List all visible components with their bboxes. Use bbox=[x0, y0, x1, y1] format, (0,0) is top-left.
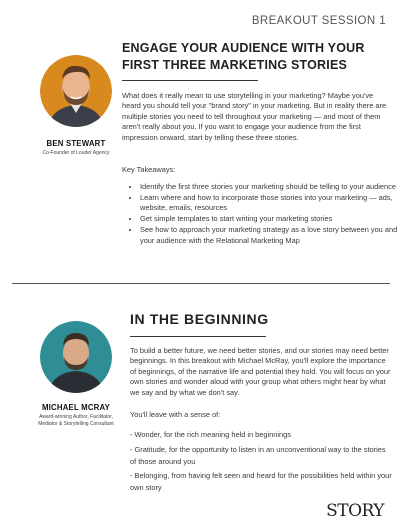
session2-title: IN THE BEGINNING bbox=[130, 311, 269, 327]
takeaways-list bbox=[128, 182, 400, 247]
list-item: • Learn where and how to incorporate those stories into your marketing — ads, website, emails, resources bbox=[140, 193, 400, 214]
speaker2-name: MICHAEL MCRAY bbox=[41, 403, 110, 412]
session2-intro: To build a better future, we need better stories, and our stories may need better beginnings. In this breakout with Michael McRay, you'll explore the importance of beginnings, of the narrative life and potential they hold. You will focus on your own stories and wonder aloud with your group what others might hear by what we say and by what we don't say. bbox=[130, 346, 391, 397]
speaker2-role-line1: Award-winning Author, Facilitator, bbox=[39, 414, 113, 420]
list-item: - Belonging, from having felt seen and heard for the possibilities held within your own story bbox=[130, 471, 392, 493]
section-divider bbox=[12, 283, 390, 284]
speaker1-role: Co-Founder of Louder Agency bbox=[42, 150, 110, 156]
outcomes-list bbox=[130, 429, 392, 497]
speaker2-role-line2: Mediator & Storytelling Consultant bbox=[38, 421, 114, 427]
speaker1-name: BEN STEWART bbox=[46, 139, 106, 148]
session1-intro: What does it really mean to use storytelling in your marketing? Maybe you've heard you should tell your "brand story" in your marketing. But in reality there are multiple stories you need to tell throughout your marketing — and most of them aren't really about you. If you want to engage your audience from the first impression onward, start by telling these three stories. bbox=[122, 91, 387, 142]
title-underline bbox=[122, 80, 258, 81]
list-item: • Get simple templates to start writing your marketing stories bbox=[140, 214, 400, 224]
list-item: - Gratitude, for the opportunity to listen in an unconventional way to the stories of those around you bbox=[130, 444, 386, 466]
speaker1-photo bbox=[40, 55, 112, 127]
list-item: • See how to approach your marketing strategy as a love story between you and your audience with the Relational Marketing Map bbox=[140, 225, 400, 246]
session1-title-line2: FIRST THREE MARKETING STORIES bbox=[122, 58, 348, 72]
session1-title-line1: ENGAGE YOUR AUDIENCE WITH YOUR bbox=[122, 41, 365, 55]
story-logo: STORY bbox=[326, 501, 384, 521]
speaker2-role bbox=[14, 414, 138, 428]
session-label: BREAKOUT SESSION 1 bbox=[251, 15, 386, 27]
takeaways-label: Key Takeaways: bbox=[122, 165, 176, 174]
session1-title bbox=[122, 40, 392, 74]
list-item: • Identify the first three stories your marketing should be telling to your audience bbox=[140, 182, 400, 192]
title-underline bbox=[130, 336, 266, 337]
list-item: - Wonder, for the rich meaning held in beginnings bbox=[130, 430, 291, 439]
leave-label: You'll leave with a sense of: bbox=[130, 410, 221, 419]
speaker2-photo bbox=[40, 321, 112, 393]
